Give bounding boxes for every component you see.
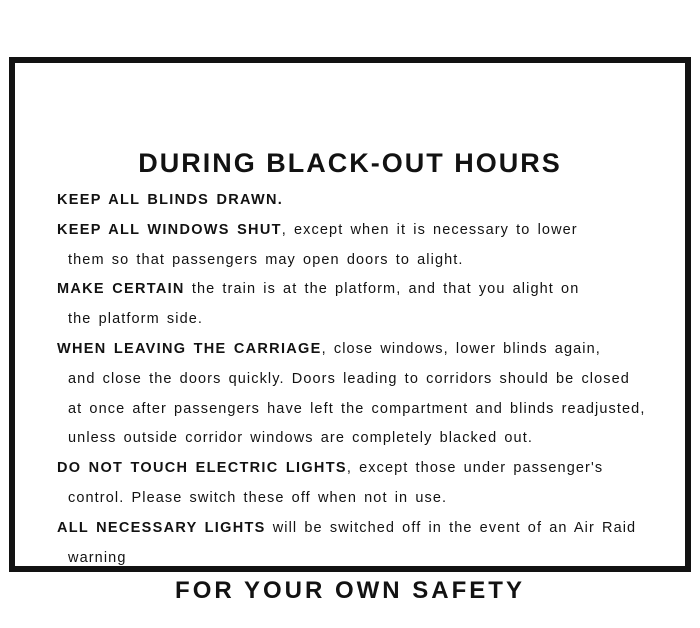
notice-line-regular-text: and close the doors quickly. Doors leading to corridors should be closed [68, 370, 630, 387]
notice-line [57, 544, 697, 574]
notice-line [57, 186, 697, 216]
notice-line-regular-text: the train is at the platform, and that you alight on [184, 281, 580, 298]
notice-line [57, 365, 697, 395]
notice-line-regular-text: , except those under passenger's [346, 460, 604, 477]
notice-border-frame [9, 57, 691, 604]
notice-line-regular-text: them so that passengers may open doors to alight. [68, 251, 464, 268]
notice-line [57, 484, 697, 514]
notice-line-regular-text: warning [68, 549, 127, 566]
notice-line [57, 246, 697, 276]
notice-line [57, 454, 697, 484]
notice-line [57, 216, 697, 246]
notice-line-bold-text: KEEP ALL WINDOWS SHUT [57, 221, 282, 238]
notice-line [57, 275, 697, 305]
notice-line [57, 514, 697, 544]
notice-line-bold-text: KEEP ALL BLINDS DRAWN. [57, 192, 284, 208]
notice-line-regular-text: the platform side. [68, 311, 204, 328]
notice-line-regular-text: , close windows, lower blinds again, [321, 340, 601, 357]
notice-body [57, 186, 697, 573]
notice-line-regular-text: control. Please switch these off when not in use. [68, 489, 448, 506]
notice-line-regular-text: , except when it is necessary to lower [281, 221, 578, 238]
notice-title: DURING BLACK-OUT HOURS [138, 148, 562, 178]
notice-line-bold-text: WHEN LEAVING THE CARRIAGE [57, 340, 322, 357]
notice-line-regular-text: unless outside corridor windows are completely blacked out. [68, 430, 533, 447]
notice-line [57, 424, 697, 454]
notice-line [57, 395, 697, 425]
notice-line-regular-text: at once after passengers have left the compartment and blinds readjusted, [68, 400, 646, 417]
notice-line-bold-text: MAKE CERTAIN [57, 281, 185, 298]
notice-line-bold-text: DO NOT TOUCH ELECTRIC LIGHTS [57, 460, 347, 477]
notice-footer: FOR YOUR OWN SAFETY [175, 577, 525, 604]
notice-line-regular-text: will be switched off in the event of an Air Raid [265, 519, 637, 536]
notice-line [57, 305, 697, 335]
notice-line-bold-text: ALL NECESSARY LIGHTS [57, 519, 266, 536]
notice-line [57, 335, 697, 365]
